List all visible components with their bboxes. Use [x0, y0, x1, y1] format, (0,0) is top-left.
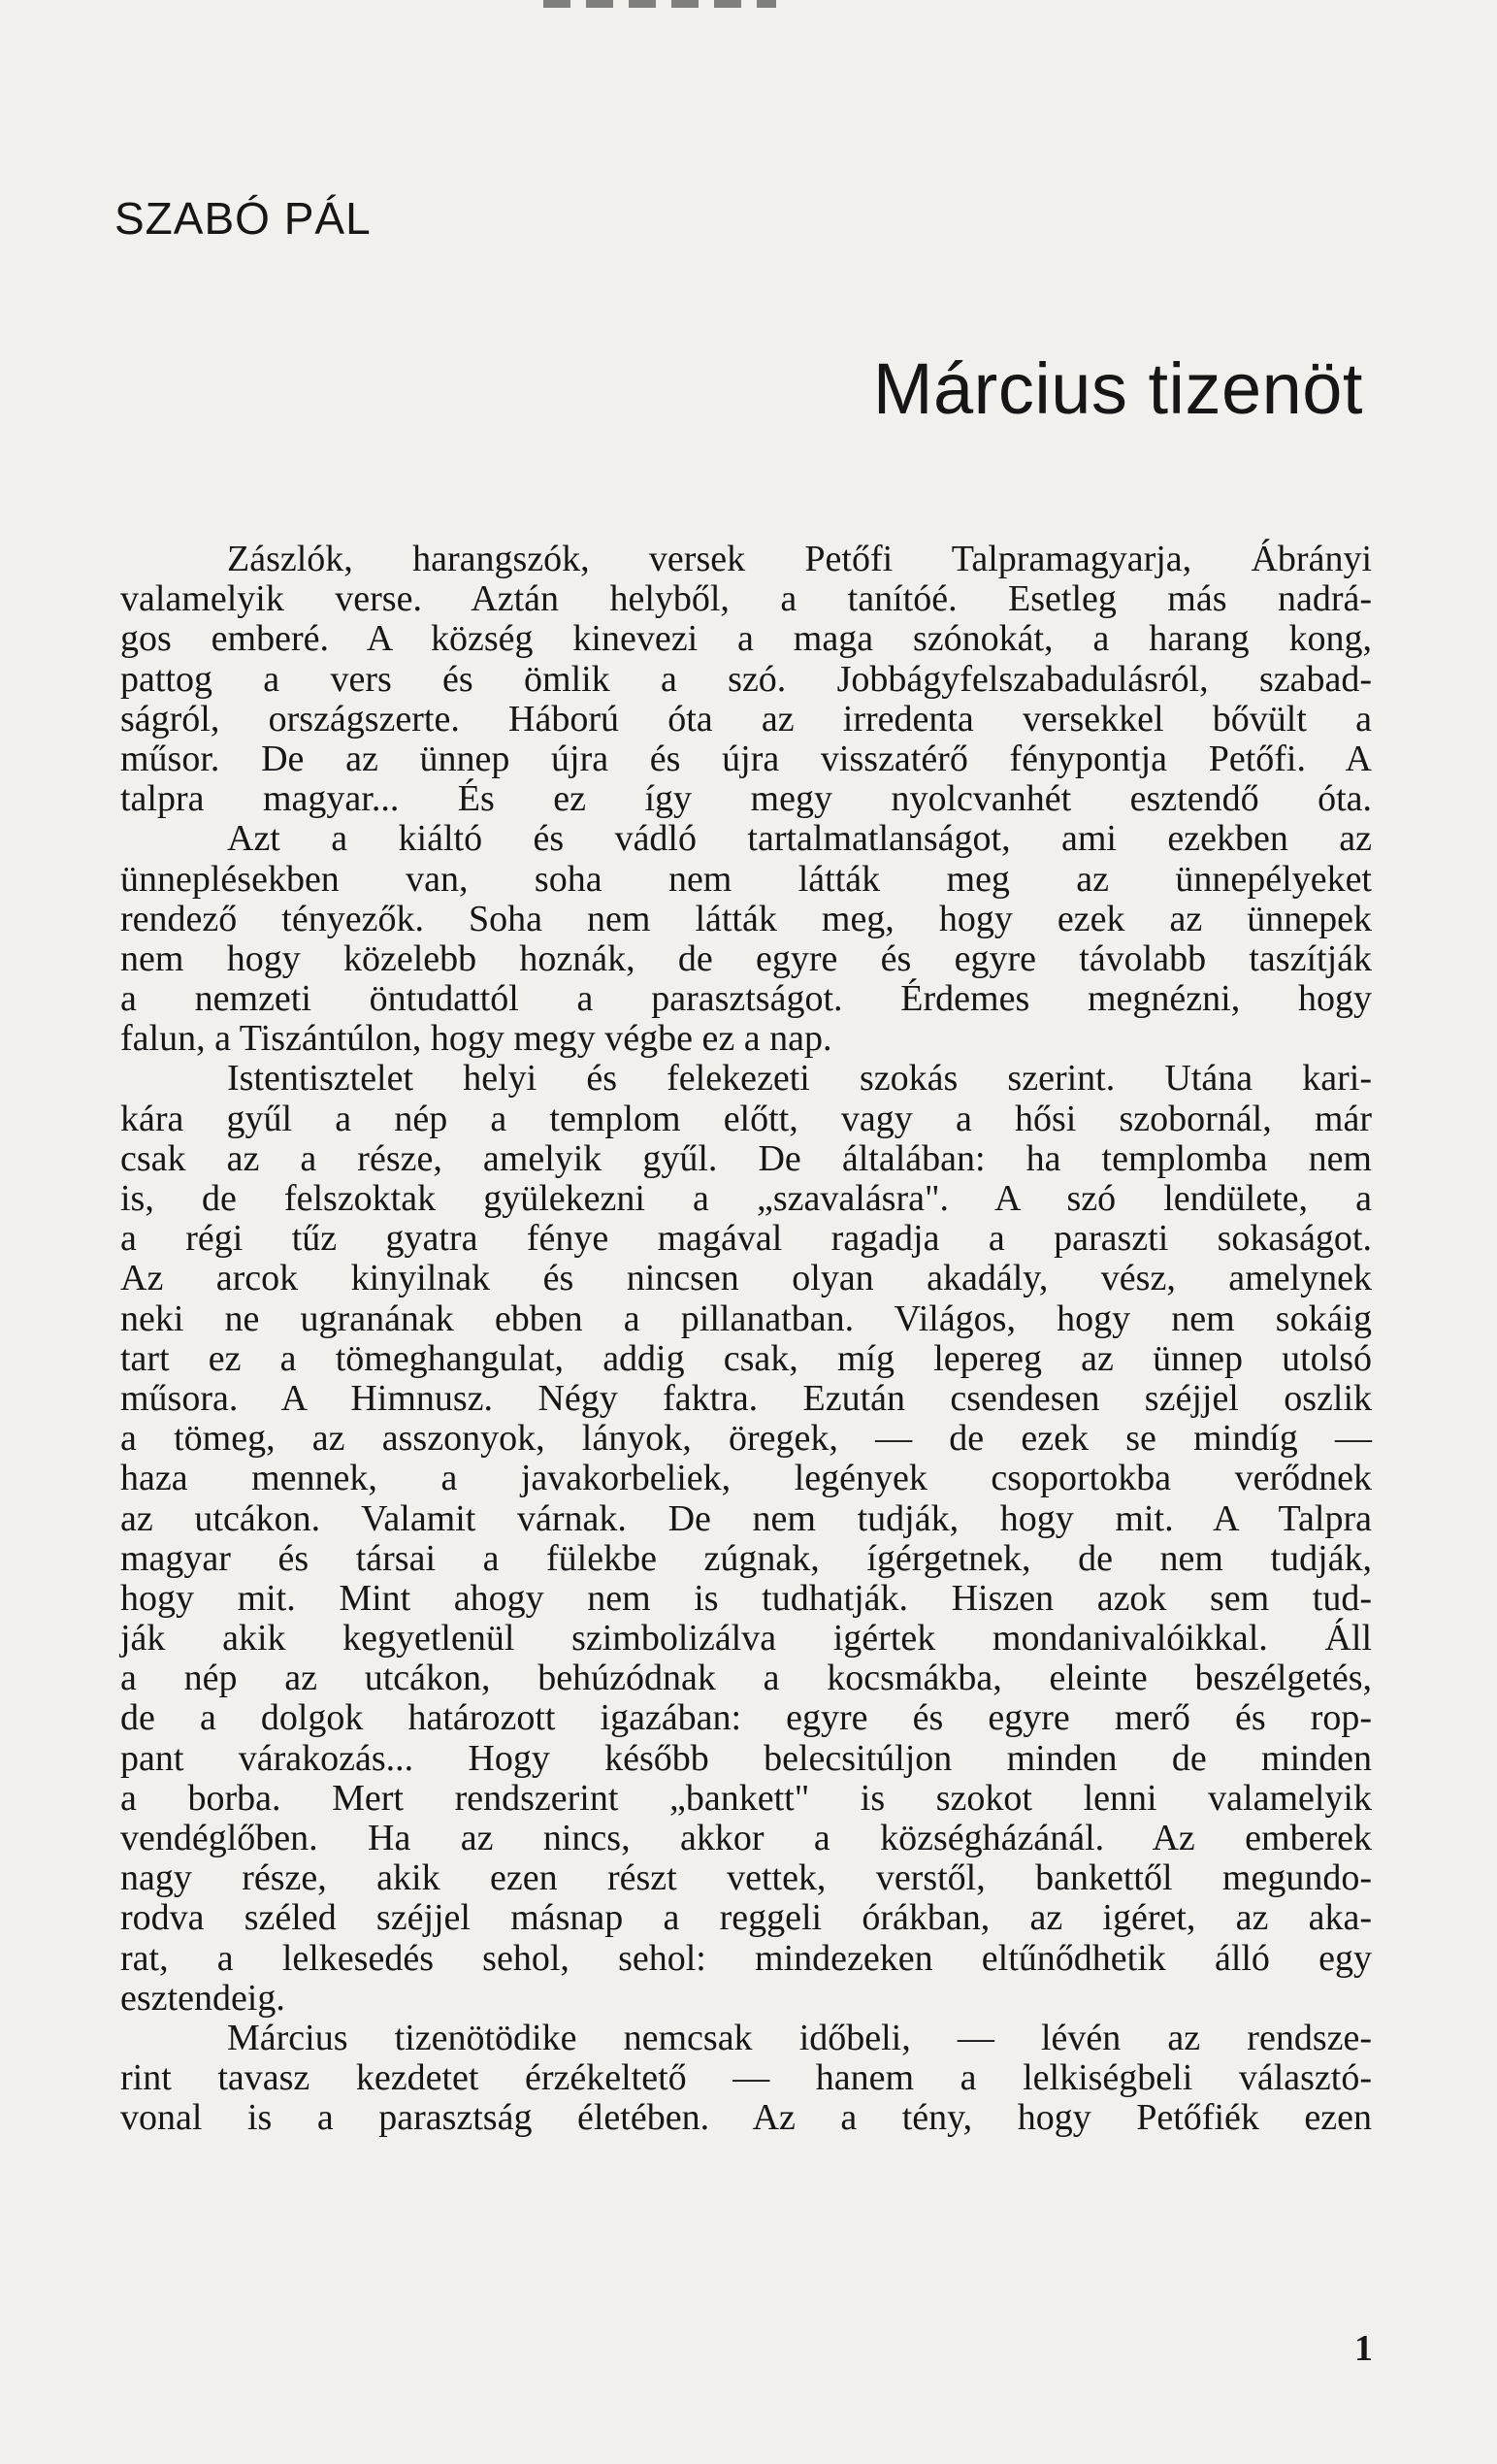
- page-number: 1: [1354, 2328, 1373, 2369]
- text-line: pattog a vers és ömlik a szó. Jobbágyfelszabadulásról, szabad-: [120, 658, 1372, 700]
- text-line: haza mennek, a javakorbeliek, legények csoportokba verődnek: [120, 1458, 1372, 1499]
- text-line: Március tizenötödike nemcsak időbeli, — lévén az rendsze-: [227, 2017, 1372, 2058]
- author-name: SZABÓ PÁL: [114, 193, 372, 244]
- text-line: esztendeig.: [120, 1977, 285, 2019]
- text-line: vonal is a parasztság életében. Az a tény, hogy Petőfiék ezen: [120, 2097, 1372, 2139]
- text-line: gos emberé. A község kinevezi a maga szónokát, a harang kong,: [120, 618, 1372, 660]
- text-line: pant várakozás... Hogy később belecsitúljon minden de minden: [120, 1737, 1372, 1779]
- text-line: ünneplésekben van, soha nem látták meg az ünnepélyeket: [120, 858, 1372, 900]
- text-line: a nemzeti öntudattól a parasztságot. Érdemes megnézni, hogy: [120, 978, 1372, 1020]
- text-line: az utcákon. Valamit várnak. De nem tudják, hogy mit. A Talpra: [120, 1497, 1372, 1539]
- article-body: [120, 540, 1372, 2139]
- text-line: magyar és társai a fülekbe zúgnak, ígérgetnek, de nem tudják,: [120, 1537, 1372, 1579]
- text-line: rat, a lelkesedés sehol, sehol: mindezeken eltűnődhetik álló egy: [120, 1937, 1372, 1979]
- text-line: műsora. A Himnusz. Négy faktra. Ezután csendesen széjjel oszlik: [120, 1377, 1372, 1419]
- text-line: nem hogy közelebb hoznák, de egyre és egyre távolabb taszítják: [120, 937, 1372, 979]
- text-line: a borba. Mert rendszerint „bankett" is szokot lenni valamelyik: [120, 1777, 1372, 1819]
- page-top-fragment: [543, 0, 776, 8]
- text-line: falun, a Tiszántúlon, hogy megy végbe ez a nap.: [120, 1018, 832, 1060]
- text-line: tart ez a tömeghangulat, addig csak, míg lepereg az ünnep utolsó: [120, 1337, 1372, 1379]
- text-line: rodva széled széjjel másnap a reggeli órákban, az igéret, az aka-: [120, 1897, 1372, 1939]
- text-line: nagy része, akik ezen részt vettek, verstől, bankettől megundo-: [120, 1857, 1372, 1899]
- text-line: a tömeg, az asszonyok, lányok, öregek, — de ezek se mindíg —: [120, 1418, 1372, 1460]
- text-line: ják akik kegyetlenül szimbolizálva igértek mondanivalóikkal. Áll: [120, 1618, 1372, 1659]
- article-title: Március tizenöt: [872, 348, 1363, 429]
- text-line: műsor. De az ünnep újra és újra visszatérő fénypontja Petőfi. A: [120, 738, 1372, 779]
- text-line: csak az a része, amelyik gyűl. De általában: ha templomba nem: [120, 1137, 1372, 1179]
- text-line: talpra magyar... És ez így megy nyolcvanhét esztendő óta.: [120, 778, 1372, 820]
- text-line: Istentisztelet helyi és felekezeti szokás szerint. Utána kari-: [227, 1058, 1372, 1100]
- text-line: a nép az utcákon, behúzódnak a kocsmákba, eleinte beszélgetés,: [120, 1658, 1372, 1699]
- text-line: Azt a kiáltó és vádló tartalmatlanságot, ami ezekben az: [227, 818, 1372, 860]
- text-line: de a dolgok határozott igazában: egyre és egyre merő és rop-: [120, 1697, 1372, 1739]
- text-line: hogy mit. Mint ahogy nem is tudhatják. Hiszen azok sem tud-: [120, 1577, 1372, 1619]
- text-line: Az arcok kinyilnak és nincsen olyan akadály, vész, amelynek: [120, 1258, 1372, 1299]
- text-line: rendező tényezők. Soha nem látták meg, hogy ezek az ünnepek: [120, 898, 1372, 939]
- text-line: ságról, országszerte. Háború óta az irredenta versekkel bővült a: [120, 698, 1372, 739]
- text-line: neki ne ugranának ebben a pillanatban. Világos, hogy nem sokáig: [120, 1298, 1372, 1339]
- text-line: a régi tűz gyatra fénye magával ragadja a paraszti sokaságot.: [120, 1218, 1372, 1260]
- text-line: kára gyűl a nép a templom előtt, vagy a hősi szobornál, már: [120, 1098, 1372, 1139]
- text-line: valamelyik verse. Aztán helyből, a tanítóé. Esetleg más nadrá-: [120, 578, 1372, 620]
- text-line: is, de felszoktak gyülekezni a „szavalásra". A szó lendülete, a: [120, 1178, 1372, 1219]
- text-line: vendéglőben. Ha az nincs, akkor a községházánál. Az emberek: [120, 1818, 1372, 1858]
- text-line: rint tavasz kezdetet érzékeltető — hanem a lelkiségbeli választó-: [120, 2057, 1372, 2099]
- text-line: Zászlók, harangszók, versek Petőfi Talpramagyarja, Ábrányi: [227, 539, 1372, 579]
